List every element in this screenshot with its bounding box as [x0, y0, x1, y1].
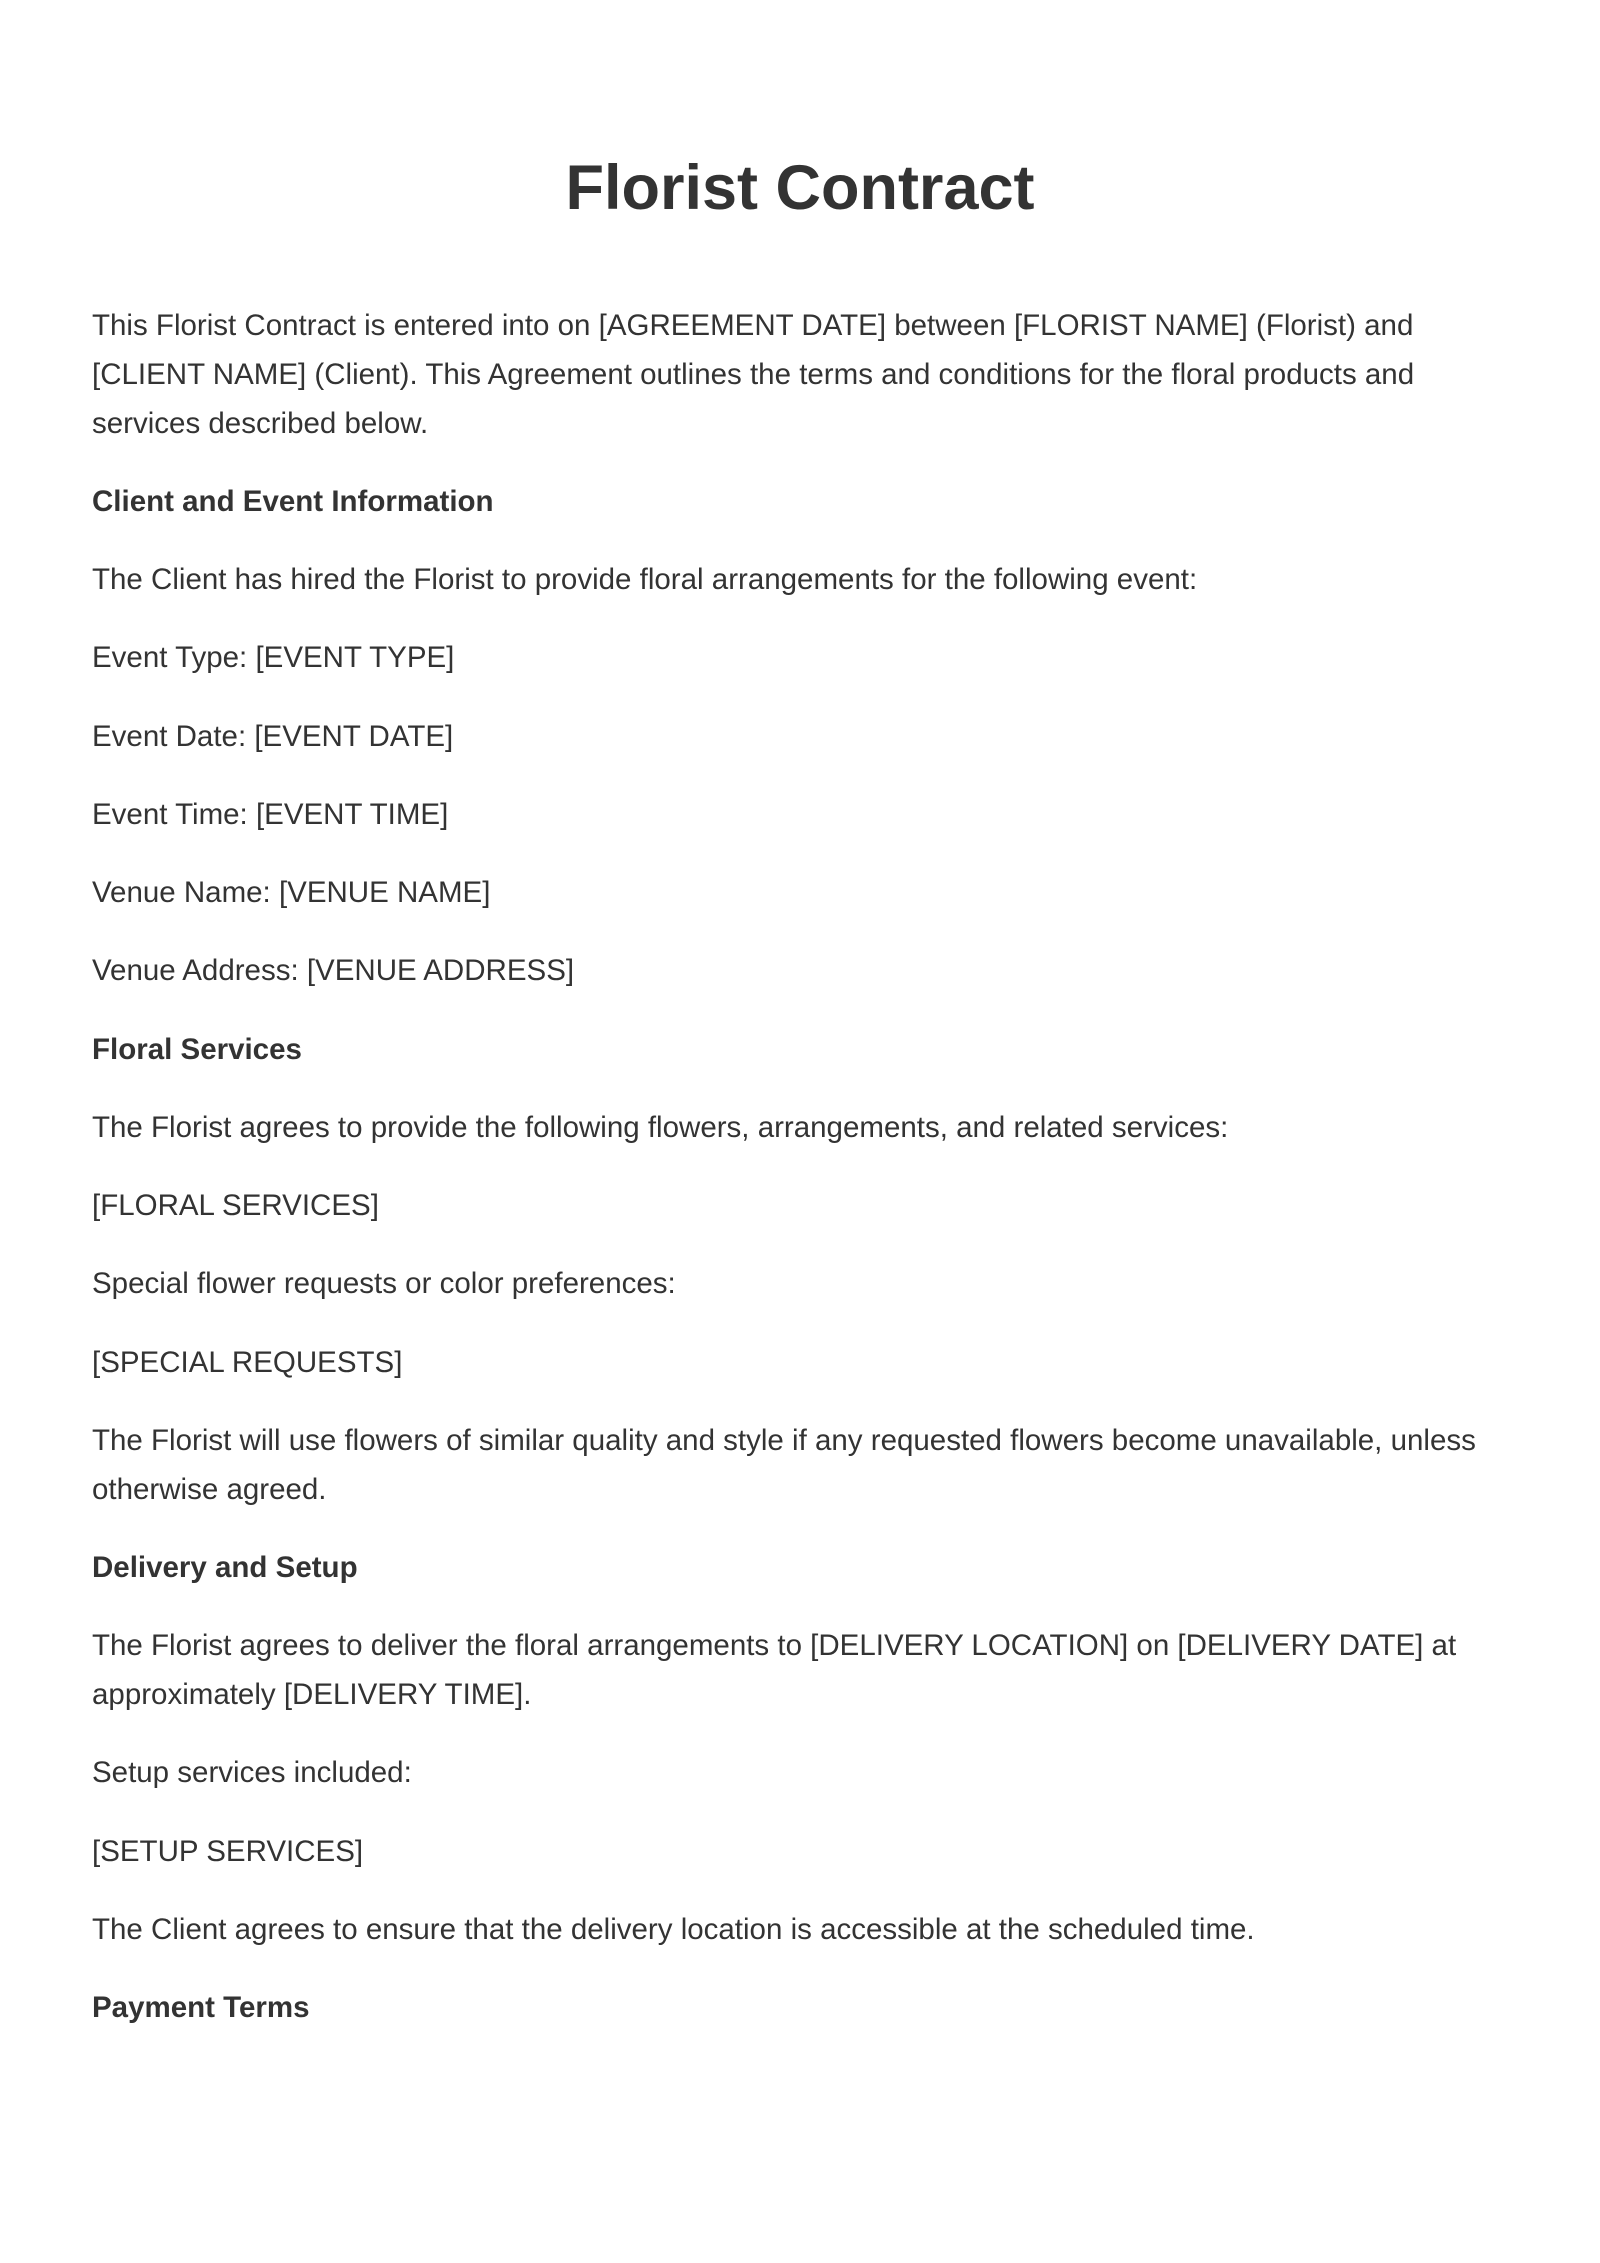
setup-services-placeholder: [SETUP SERVICES]	[92, 1835, 364, 1868]
event-time-field: Event Time: [EVENT TIME]	[92, 798, 449, 831]
section-heading-floral-services: Floral Services	[92, 1033, 302, 1066]
event-type-field: Event Type: [EVENT TYPE]	[92, 641, 455, 674]
venue-address-field: Venue Address: [VENUE ADDRESS]	[92, 954, 575, 987]
section-heading-payment-terms: Payment Terms	[92, 1991, 310, 2024]
delivery-line-1: The Florist agrees to deliver the floral arrangements to [DELIVERY LOCATION] on [DELIVERY DATE] at	[92, 1629, 1457, 1662]
document-title: Florist Contract	[565, 153, 1035, 223]
setup-services-label: Setup services included:	[92, 1756, 412, 1789]
substitution-line-1: The Florist will use flowers of similar quality and style if any requested flowers become unavailable, unless	[92, 1424, 1476, 1457]
intro-line-2: [CLIENT NAME] (Client). This Agreement outlines the terms and conditions for the floral products and	[92, 358, 1415, 391]
substitution-line-2: otherwise agreed.	[92, 1473, 327, 1506]
delivery-line-2: approximately [DELIVERY TIME].	[92, 1678, 532, 1711]
client-event-intro: The Client has hired the Florist to provide floral arrangements for the following event:	[92, 563, 1198, 596]
intro-line-3: services described below.	[92, 407, 429, 440]
special-requests-label: Special flower requests or color preferences:	[92, 1267, 676, 1300]
special-requests-placeholder: [SPECIAL REQUESTS]	[92, 1346, 403, 1379]
intro-line-1: This Florist Contract is entered into on [AGREEMENT DATE] between [FLORIST NAME] (Florist) and	[92, 309, 1414, 342]
section-heading-client-event: Client and Event Information	[92, 485, 494, 518]
section-heading-delivery-setup: Delivery and Setup	[92, 1551, 358, 1584]
delivery-access-clause: The Client agrees to ensure that the delivery location is accessible at the scheduled time.	[92, 1913, 1255, 1946]
venue-name-field: Venue Name: [VENUE NAME]	[92, 876, 491, 909]
floral-services-intro: The Florist agrees to provide the following flowers, arrangements, and related services:	[92, 1111, 1229, 1144]
floral-services-placeholder: [FLORAL SERVICES]	[92, 1189, 379, 1222]
event-date-field: Event Date: [EVENT DATE]	[92, 720, 454, 753]
